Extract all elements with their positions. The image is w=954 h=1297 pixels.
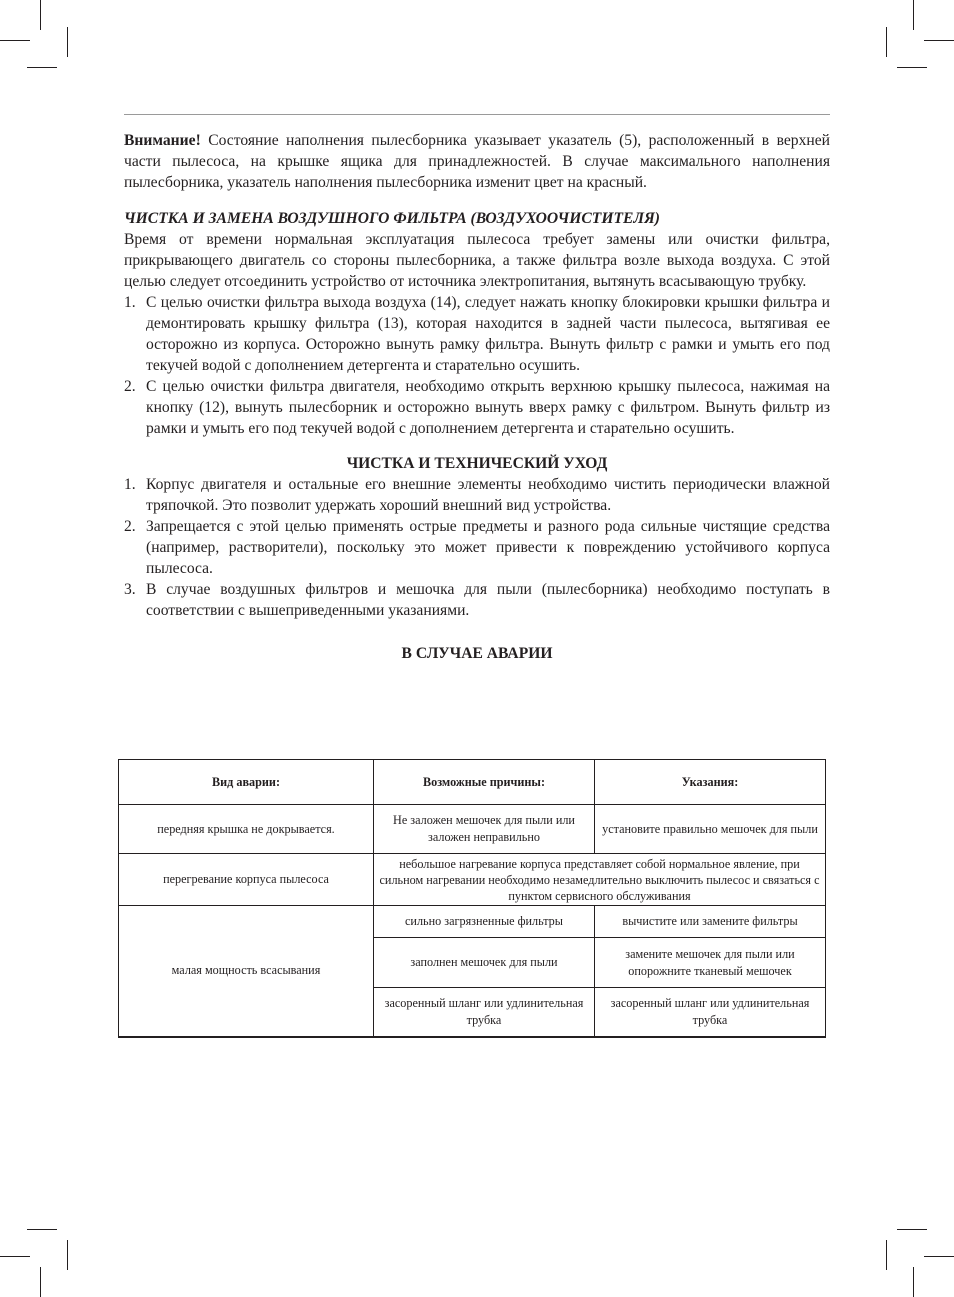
crop-mark (67, 1240, 68, 1270)
cause-cell: сильно загрязненные фильтры (374, 906, 595, 938)
list-text: Запрещается с этой целью применять острые предметы и разного рода сильные чистящие средства (например, растворители), поскольку это может привести к повреждению устойчивого корпуса пылесоса. (146, 518, 830, 577)
care-section-title: ЧИСТКА И ТЕХНИЧЕСКИЙ УХОД (346, 455, 608, 472)
crop-mark (40, 1267, 41, 1297)
list-number: 1. (124, 294, 136, 311)
warning-label: Внимание! (124, 132, 201, 149)
list-number: 3. (124, 581, 136, 598)
filter-section-title: ЧИСТКА И ЗАМЕНА ВОЗДУШНОГО ФИЛЬТРА (ВОЗДУХООЧИСТИТЕЛЯ) (124, 210, 661, 227)
crop-mark (0, 1256, 30, 1257)
list-number: 2. (124, 378, 136, 395)
crop-mark (924, 1256, 954, 1257)
crop-mark (27, 1229, 57, 1230)
cause-cell: заполнен мешочек для пыли (374, 938, 595, 988)
cause-cell: засоренный шланг или удлинительная трубка (374, 988, 595, 1037)
combined-cell: небольшое нагревание корпуса представляет собой нормальное явление, при сильном нагревании необходимо незамедлительно выключить пылесос и связаться с пунктом сервисного обслуживания (374, 854, 826, 906)
table-row (119, 906, 826, 938)
fault-cell: перегревание корпуса пылесоса (119, 854, 374, 906)
fault-cell: передняя крышка не докрывается. (119, 805, 374, 854)
crop-mark (27, 67, 57, 68)
warning-text: Состояние наполнения пылесборника указывает указатель (5), расположенный в верхней части пылесоса, на крышке ящика для принадлежностей. В случае максимального наполнения пылесборника, указатель наполнения пылесборника изменит цвет на красный. (124, 132, 830, 191)
filter-steps-list (124, 292, 830, 439)
list-text: С целью очистки фильтра выхода воздуха (14), следует нажать кнопку блокировки крышки фильтра и демонтировать крышку фильтра (13), которая находится в задней части пылесоса, вытягивая ее осторожно из корпуса. Осторожно вынуть рамку фильтра. Вынуть фильтр с рамки и умыть его под текучей водой с дополнением детергента и старательно осушить. (146, 294, 830, 374)
list-item (124, 376, 830, 439)
warning-paragraph (124, 130, 830, 193)
crop-mark (913, 0, 914, 30)
table-header-row (119, 760, 826, 805)
list-number: 2. (124, 518, 136, 535)
list-number: 1. (124, 476, 136, 493)
filter-section-intro: Время от времени нормальная эксплуатация пылесоса требует замены или очистки фильтра, прикрывающего двигатель со стороны пылесборника, а также фильтра возле выхода воздуха. С этой целью следует отсоединить устройство от источника электропитания, вытянуть всасывающую трубку. (124, 231, 830, 290)
crop-mark (886, 1240, 887, 1270)
emergency-section-title: В СЛУЧАЕ АВАРИИ (401, 645, 553, 662)
crop-mark (0, 40, 30, 41)
header-rule (124, 114, 830, 115)
crop-mark (886, 27, 887, 57)
care-steps-list (124, 474, 830, 621)
crop-mark (924, 40, 954, 41)
action-cell: вычистите или замените фильтры (595, 906, 826, 938)
action-cell: засоренный шланг или удлинительная трубка (595, 988, 826, 1037)
header-action: Указания: (595, 760, 826, 805)
table-row (119, 854, 826, 906)
fault-cell: малая мощность всасывания (119, 906, 374, 1037)
crop-mark (67, 27, 68, 57)
crop-mark (897, 67, 927, 68)
cause-cell: Не заложен мешочек для пыли или заложен неправильно (374, 805, 595, 854)
page-content (124, 130, 830, 674)
table-row (119, 805, 826, 854)
list-text: В случае воздушных фильтров и мешочка для пыли (пылесборника) необходимо поступать в соответствии с вышеприведенными указаниями. (146, 581, 830, 619)
list-text: С целью очистки фильтра двигателя, необходимо открыть верхнюю крышку пылесоса, нажимая на кнопку (12), вынуть пылесборник и осторожно вынуть вверх рамку с фильтром. Вынуть фильтр из рамки и умыть его под текучей водой с дополнением детергента и старательно осушить. (146, 378, 830, 437)
list-item (124, 292, 830, 376)
list-text: Корпус двигателя и остальные его внешние элементы необходимо чистить периодически влажной тряпочкой. Это позволит удержать хороший внешний вид устройства. (146, 476, 830, 514)
troubleshooting-table (118, 759, 826, 1038)
list-item (124, 516, 830, 579)
action-cell: замените мешочек для пыли или опорожните тканевый мешочек (595, 938, 826, 988)
crop-mark (40, 0, 41, 30)
list-item (124, 474, 830, 516)
header-fault: Вид аварии: (119, 760, 374, 805)
list-item (124, 579, 830, 621)
header-cause: Возможные причины: (374, 760, 595, 805)
crop-mark (913, 1267, 914, 1297)
action-cell: установите правильно мешочек для пыли (595, 805, 826, 854)
crop-mark (897, 1229, 927, 1230)
